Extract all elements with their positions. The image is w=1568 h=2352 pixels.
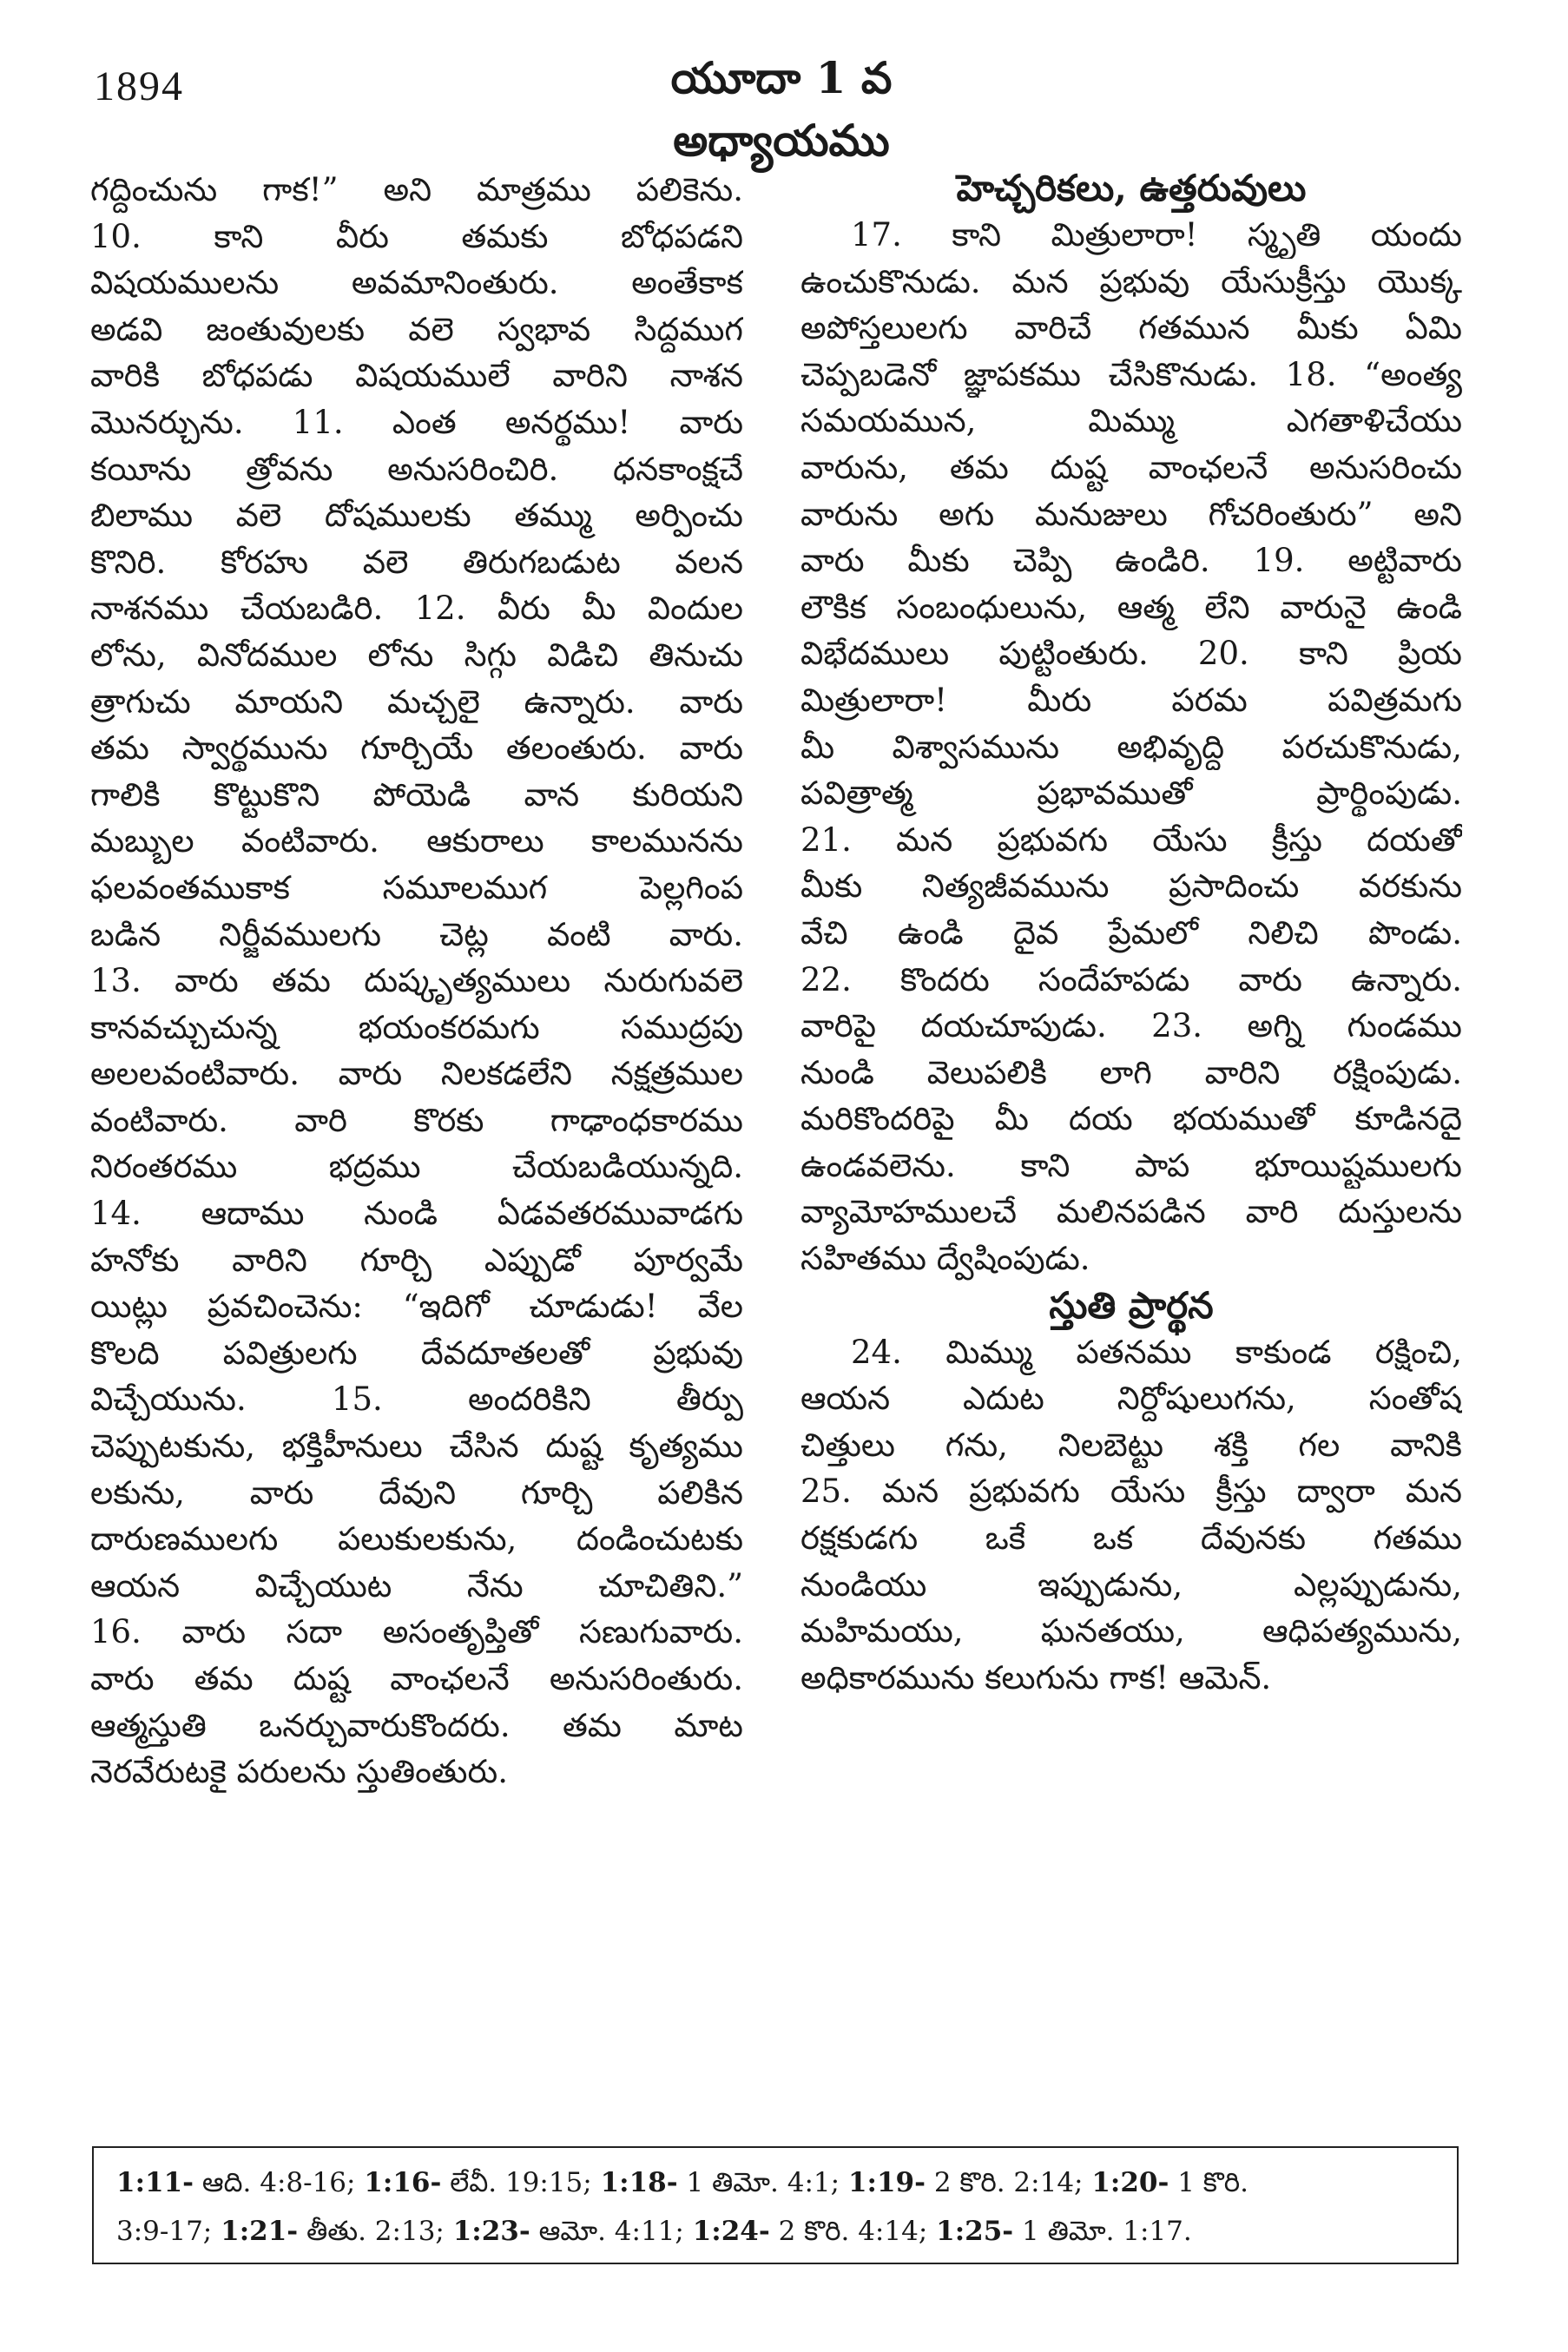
text-line: ఆయన ఎదుట నిర్దోషులుగను, సంతోష: [800, 1380, 1462, 1418]
text-line: తమ స్వార్థమును గూర్చియే తలంతురు. వారు: [90, 729, 743, 768]
text-line: వ్యామోహములచే మలినపడిన వారి దుస్తులను: [800, 1193, 1462, 1231]
text-line: ఉంచుకొనుడు. మన ప్రభువు యేసుక్రీస్తు యొక్క: [800, 262, 1462, 300]
text-line: బడిన నిర్జీవములగు చెట్ల వంటి వారు.: [90, 915, 743, 953]
section-praise-text: [800, 1329, 1462, 1702]
text-line: త్రాగుచు మాయని మచ్చలై ఉన్నారు. వారు: [90, 682, 743, 721]
text-line: రక్షకుడగు ఒకే ఒక దేవునకు గతము: [800, 1519, 1462, 1558]
text-line: చెప్పుటకును, భక్తిహీనులు చేసిన దుష్ట కృత్యము: [90, 1427, 743, 1466]
cross-reference-text: 1 కొరి.: [1169, 2167, 1248, 2198]
text-line: వారికి బోధపడు విషయములే వారిని నాశన: [90, 357, 743, 395]
text-line: అడవి జంతువులకు వలె స్వభావ సిద్ధముగ: [90, 310, 743, 348]
text-line: 10. కాని వీరు తమకు బోధపడని: [90, 217, 743, 255]
left-column: [90, 167, 743, 1795]
text-line: పవిత్రాత్మ ప్రభావముతో ప్రార్థింపుడు.: [800, 774, 1462, 813]
text-line: విచ్చేయును. 15. అందరికిని తీర్పు: [90, 1380, 743, 1419]
verse-reference: 1:20-: [1091, 2167, 1169, 2198]
cross-reference-text: 1 తిమో. 4:1;: [677, 2167, 848, 2198]
text-line: 22. కొందరు సందేహపడు వారు ఉన్నారు.: [800, 960, 1462, 998]
text-line: కొనిరి. కోరహు వలె తిరుగబడుట వలన: [90, 543, 743, 581]
text-line: అధికారమును కలుగును గాక! ఆమెన్.: [800, 1658, 1272, 1696]
cross-reference-text: ఆది. 4:8-16;: [194, 2167, 365, 2198]
text-line: వారును, తమ దుష్ట వాంఛలనే అనుసరించు: [800, 448, 1462, 486]
text-line: దారుణములగు పలుకులకును, దండించుటకు: [90, 1520, 743, 1558]
section-heading-praise: స్తుతి ప్రార్థన: [1049, 1283, 1214, 1327]
text-line: 17. కాని మిత్రులారా! స్మృతి యందు: [851, 216, 1462, 254]
text-line: అలలవంటివారు. వారు నిలకడలేని నక్షత్రముల: [90, 1055, 743, 1093]
cross-reference-text: తీతు. 2:13;: [298, 2216, 453, 2247]
text-line: చెప్పబడెనో జ్ఞాపకము చేసికొనుడు. 18. “అంత్య: [800, 355, 1462, 393]
text-line: మహిమయు, ఘనతయు, ఆధిపత్యమును,: [800, 1612, 1462, 1650]
running-title: యూదా 1 వ అధ్యాయము: [670, 52, 893, 166]
cross-reference-box: [92, 2146, 1459, 2264]
text-line: వారిపై దయచూపుడు. 23. అగ్ని గుండము: [800, 1007, 1462, 1045]
right-column: [800, 165, 1462, 1701]
text-line: 16. వారు సదా అసంతృప్తితో సణుగువారు.: [90, 1613, 743, 1651]
text-line: వేచి ఉండి దైవ ప్రేమలో నిలిచి పొండు.: [800, 913, 1462, 952]
text-line: లౌకిక సంబంధులును, ఆత్మ లేని వారునై ఉండి: [800, 588, 1462, 626]
text-line: మరికొందరిపై మీ దయ భయముతో కూడినదై: [800, 1100, 1462, 1138]
text-line: మిత్రులారా! మీరు పరమ పవిత్రమగు: [800, 681, 1462, 719]
section-warnings-text: [800, 212, 1462, 1282]
text-line: 21. మన ప్రభువగు యేసు క్రీస్తు దయతో: [800, 820, 1462, 859]
text-line: నాశనము చేయబడిరి. 12. వీరు మీ విందుల: [90, 590, 743, 628]
text-line: మొనర్చును. 11. ఎంత అనర్థము! వారు: [90, 403, 743, 441]
text-line: నెరవేరుటకై పరులను స్తుతింతురు.: [90, 1753, 508, 1791]
text-line: ఆయన విచ్చేయుట నేను చూచితిని.”: [90, 1566, 743, 1604]
cross-reference-line: [116, 2207, 1434, 2256]
text-line: వంటివారు. వారి కొరకు గాఢాంధకారము: [90, 1101, 743, 1139]
cross-reference-text: 1 తిమో. 1:17.: [1013, 2216, 1192, 2247]
cross-reference-text: ఆమో. 4:11;: [530, 2216, 693, 2247]
section-heading-warnings: హెచ్చరికలు, ఉత్తరువులు: [956, 167, 1307, 209]
text-line: నుండియు ఇప్పుడును, ఎల్లప్పుడును,: [800, 1565, 1462, 1604]
text-line: మీ విశ్వాసమును అభివృద్ధి పరచుకొనుడు,: [800, 728, 1462, 766]
text-line: వారు మీకు చెప్పి ఉండిరి. 19. అట్టివారు: [800, 542, 1462, 580]
verse-reference: 1:19-: [847, 2167, 926, 2198]
verse-reference: 1:16-: [364, 2167, 442, 2198]
text-line: కయీను త్రోవను అనుసరించిరి. ధనకాంక్షచే: [90, 450, 743, 488]
text-line: వారును అగు మనుజులు గోచరింతురు” అని: [800, 495, 1462, 533]
text-line: 25. మన ప్రభువగు యేసు క్రీస్తు ద్వారా మన: [800, 1472, 1462, 1511]
text-line: ఆత్మస్తుతి ఒనర్చువారుకొందరు. తమ మాట: [90, 1706, 743, 1744]
text-line: 24. మిమ్ము పతనము కాకుండ రక్షించి,: [851, 1333, 1462, 1371]
text-line: కానవచ్చుచున్న భయంకరమగు సముద్రపు: [90, 1008, 743, 1046]
text-line: నిరంతరము భద్రము చేయబడియున్నది.: [90, 1148, 743, 1186]
text-line: కొలది పవిత్రులగు దేవదూతలతో ప్రభువు: [90, 1334, 743, 1372]
text-line: సమయమున, మిమ్ము ఎగతాళిచేయు: [800, 402, 1462, 440]
verse-reference: 1:21-: [221, 2216, 299, 2247]
text-line: విషయములను అవమానింతురు. అంతేకాక: [90, 264, 743, 302]
cross-reference-text: 2 కొరి. 4:14;: [769, 2216, 937, 2247]
text-line: మబ్బుల వంటివారు. ఆకురాలు కాలమునను: [90, 822, 743, 860]
text-line: లోను, వినోదముల లోను సిగ్గు విడిచి తినుచు: [90, 636, 743, 674]
text-line: విభేదములు పుట్టింతురు. 20. కాని ప్రియ: [800, 635, 1462, 673]
verse-reference: 1:25-: [936, 2216, 1014, 2247]
text-line: లకును, వారు దేవుని గూర్చి పలికిన: [90, 1473, 743, 1512]
text-line: 13. వారు తమ దుష్కృత్యములు నురుగువలె: [90, 962, 743, 1000]
cross-reference-text: లేవీ. 19:15;: [441, 2167, 601, 2198]
text-line: యిట్లు ప్రవచించెను: “ఇదిగో చూడుడు! వేల: [90, 1288, 743, 1326]
cross-reference-text: 2 కొరి. 2:14;: [925, 2167, 1092, 2198]
text-line: గాలికి కొట్టుకొని పోయెడి వాన కురియని: [90, 775, 743, 814]
cross-reference-text: 3:9-17;: [116, 2216, 221, 2247]
text-line: గద్దించును గాక!” అని మాత్రము పలికెను.: [90, 171, 743, 208]
text-line: సహితము ద్వేషింపుడు.: [800, 1240, 1090, 1278]
verse-reference: 1:11-: [116, 2167, 194, 2198]
text-line: చిత్తులు గను, నిలబెట్టు శక్తి గల వానికి: [800, 1426, 1462, 1464]
verse-reference: 1:18-: [600, 2167, 678, 2198]
verse-reference: 1:23-: [452, 2216, 530, 2247]
text-line: బిలాము వలె దోషములకు తమ్ము అర్పించు: [90, 497, 743, 535]
text-line: హనోకు వారిని గూర్చి ఎప్పుడో పూర్వమే: [90, 1241, 743, 1279]
text-line: ఉండవలెను. కాని పాప భూయిష్టములగు: [800, 1146, 1462, 1184]
text-line: ఫలవంతముకాక సమూలముగ పెల్లగింప: [90, 868, 743, 906]
cross-reference-line: [116, 2158, 1434, 2207]
text-line: వారు తమ దుష్ట వాంఛలనే అనుసరింతురు.: [90, 1660, 743, 1697]
text-line: 14. ఆదాము నుండి ఏడవతరమువాడగు: [90, 1195, 743, 1233]
text-line: మీకు నిత్యజీవమును ప్రసాదించు వరకును: [800, 867, 1462, 906]
verse-reference: 1:24-: [692, 2216, 770, 2247]
text-line: నుండి వెలుపలికి లాగి వారిని రక్షింపుడు.: [800, 1053, 1462, 1091]
text-line: అపోస్తలులగు వారిచే గతమున మీకు ఏమి: [800, 309, 1462, 347]
page-number: 1894: [94, 63, 184, 109]
